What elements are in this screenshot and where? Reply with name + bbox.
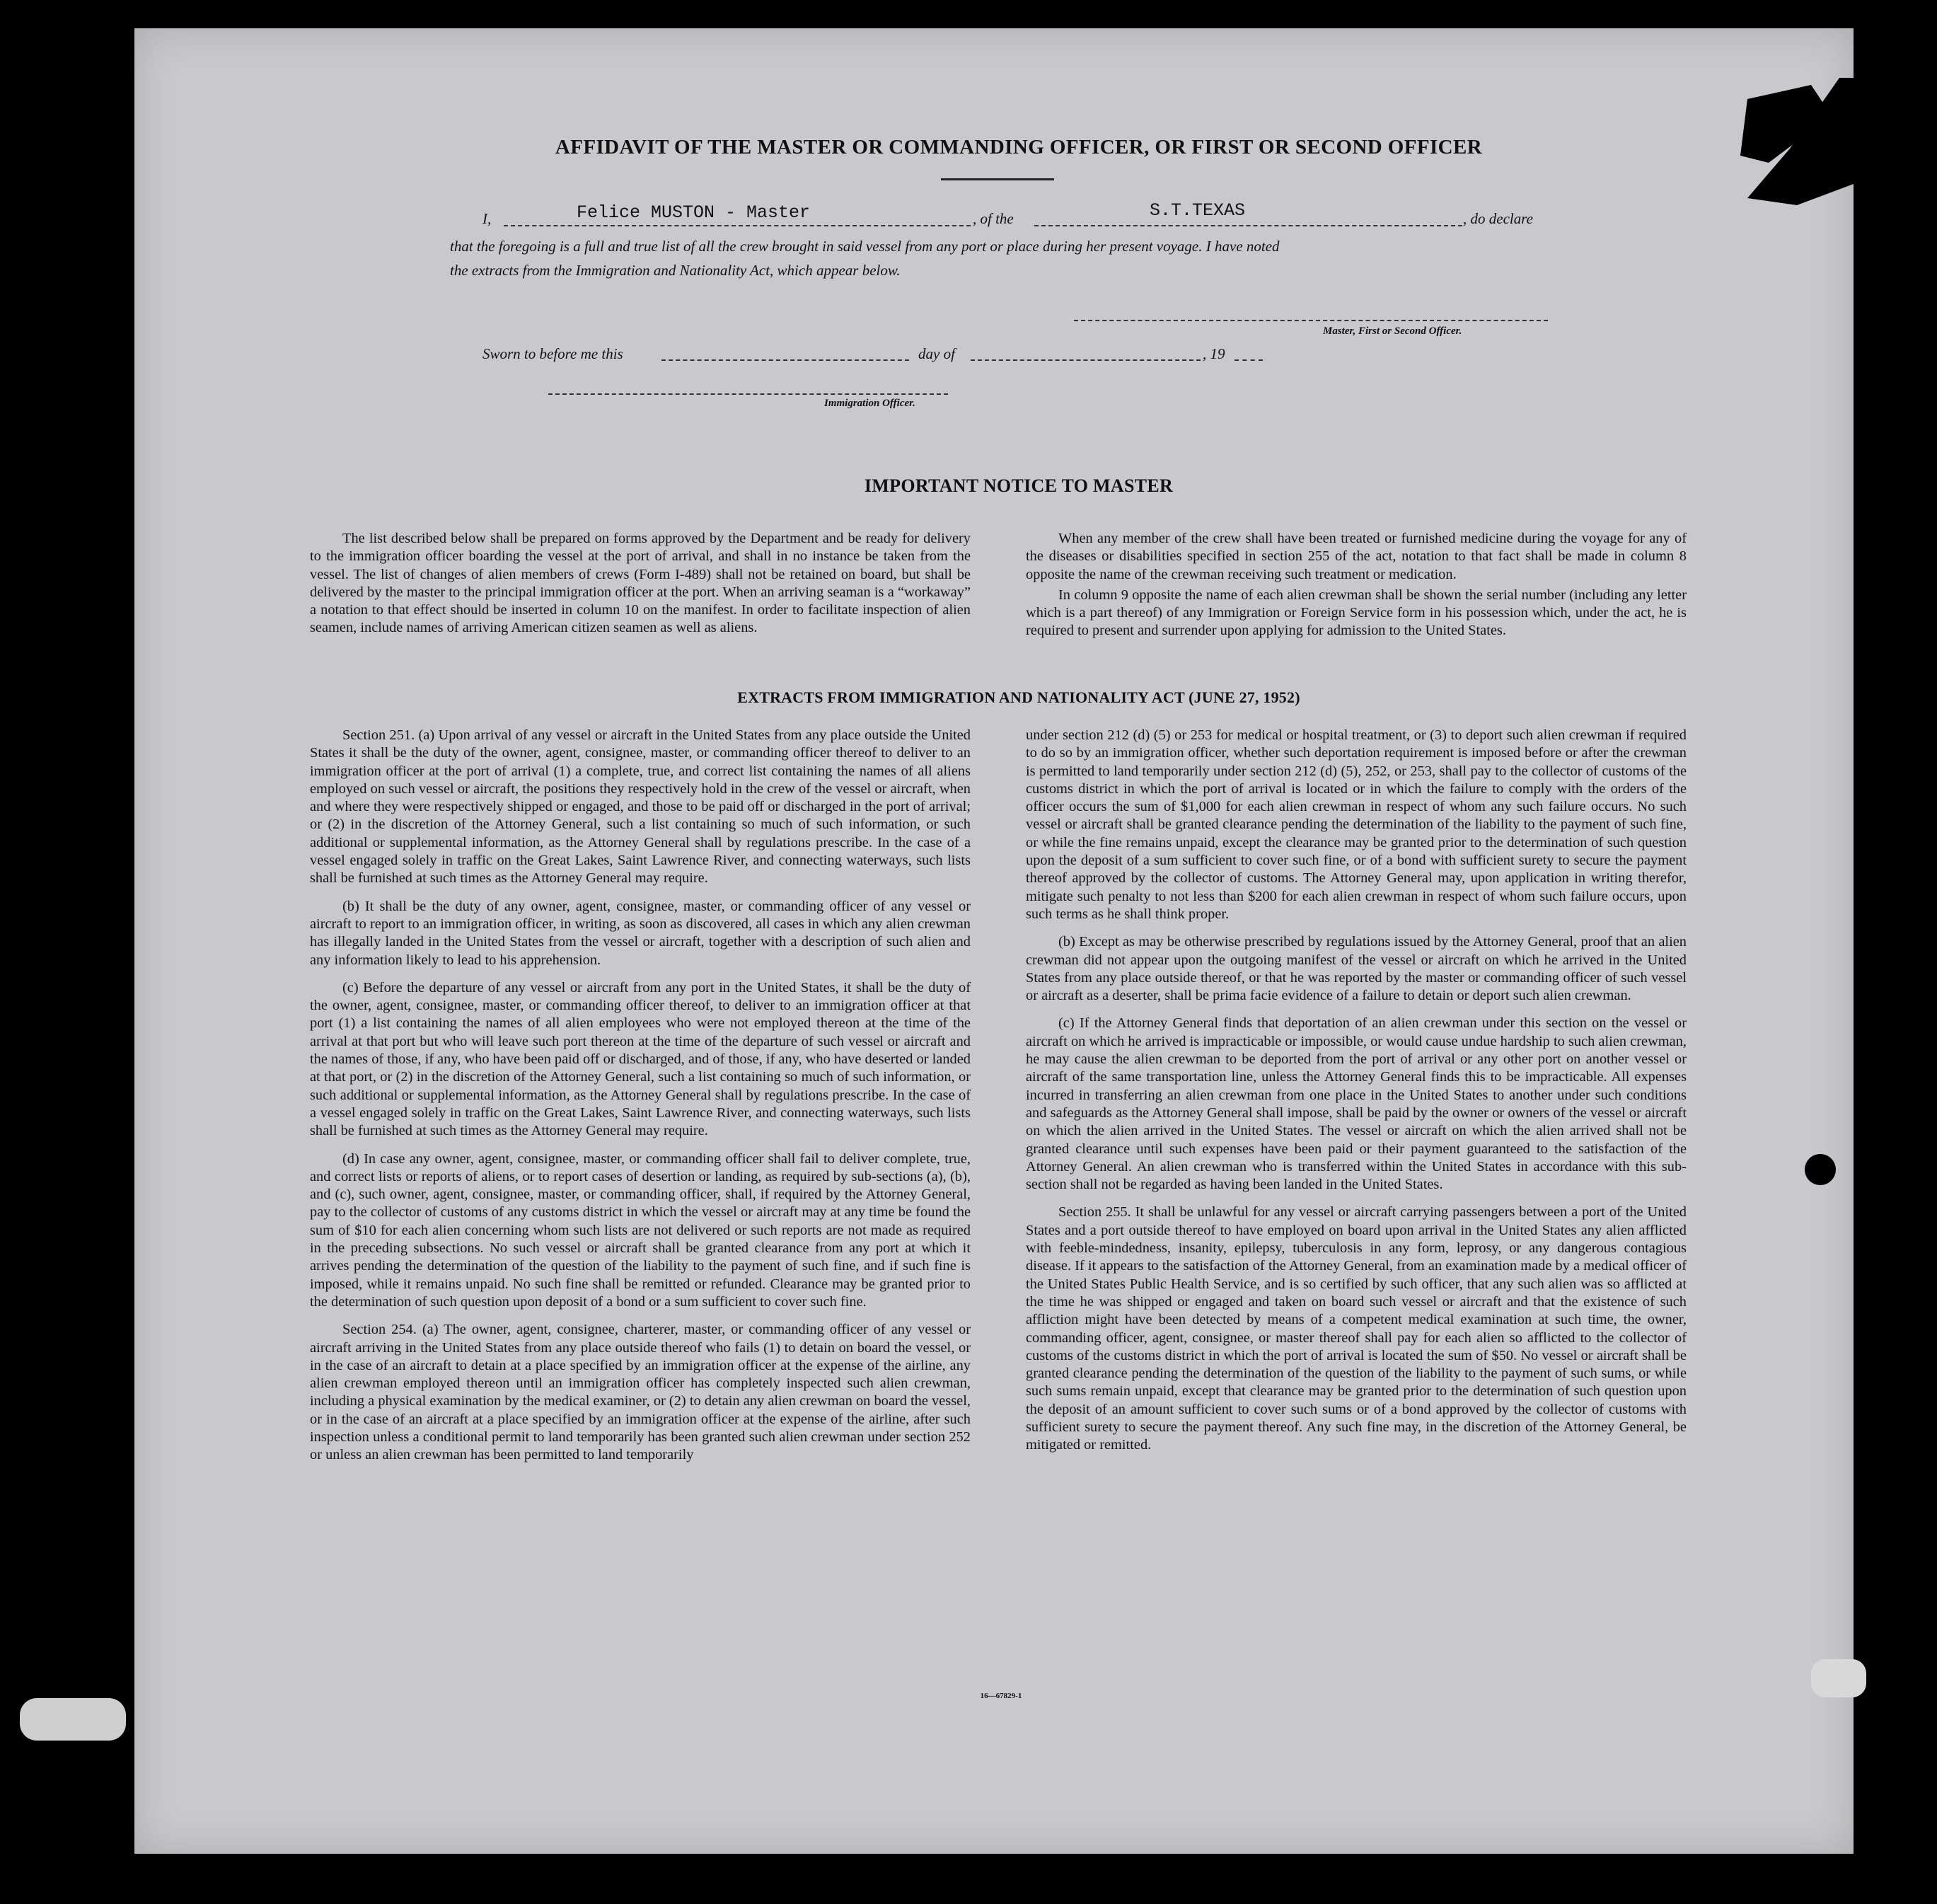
statute-paragraph: Section 251. (a) Upon arrival of any vessel or aircraft in the United States from any place outside the United States it shall be the duty of the owner, agent, consignee, master, or commanding officer thereof to deliver to an immigration officer at the port of arrival (1) a complete, true, and correct list containing the names of all aliens employed on such vessel or aircraft, the positions they respectively hold in the crew of the vessel or aircraft, when and where they were respectively shipped or engaged, and those to be paid off or discharged in the port of arrival; or (2) in the discretion of the Attorney General, such a list containing so much of such information, or such additional or supplemental information, as the Attorney General shall by regulations prescribe. In the case of a vessel engaged solely in traffic on the Great Lakes, Saint Lawrence River, and connecting waterways, such lists shall be furnished at such times as the Attorney General may require. [310,727,971,887]
notice-left-column [310,530,971,640]
day-of-label: day of [918,345,955,362]
form-number: 16—67829-1 [980,1692,1022,1700]
declarant-name: Felice MUSTON - Master [577,202,811,223]
notice-right-column [1026,530,1687,643]
statute-paragraph: (d) In case any owner, agent, consignee, master, or commanding officer shall fail to deliver complete, true, and correct lists or reports of aliens, or to report cases of desertion or landing, as required by sub-sections (a), (b), and (c), such owner, agent, consignee, master, or commanding officer, shall, if required by the Attorney General, pay to the collector of customs of any customs district in which the vessel or aircraft may at any time be found the sum of $10 for each alien concerning whom such lists are not delivered or such reports are not made as required in the preceding subsections. No such vessel or aircraft shall be granted clearance from any port at which it arrives pending the determination of the question of the liability to the payment of such fine, and if such fine is imposed, while it remains unpaid. No such fine shall be remitted or refunded. Clearance may be granted prior to the determination of such question upon deposit of a bond or a sum sufficient to cover such fine. [310,1150,971,1310]
statute-paragraph: Section 255. It shall be unlawful for any vessel or aircraft carrying passengers between a port of the United States and a port outside thereof to have employed on board upon arrival in the United States any alien afflicted with feeble-mindedness, insanity, epilepsy, tuberculosis in any form, leprosy, or any dangerous contagious disease. If it appears to the satisfaction of the Attorney General, from an examination made by a medical officer of the United States Public Health Service, and is so certified by such officer, that any such alien was so afflicted at the time he was shipped or engaged and taken on board such vessel or aircraft and that the existence of such affliction might have been detected by means of a competent medical examination at such time, the owner, commanding officer, agent, consignee, or master thereof shall pay for each alien so afflicted to the collector of customs of the customs district in which the port of arrival is located the sum of $50. No vessel or aircraft shall be granted clearance pending the determination of the question of the liability to the payment of such sums, or while such sums remain unpaid, except that clearance may be granted prior to the determination of such question upon the deposit of an amount sufficient to cover such sums or of a bond approved by the collector of customs with sufficient surety to secure the payment thereof. Any such fine may, in the discretion of the Attorney General, be mitigated or remitted. [1026,1204,1687,1453]
notice-paragraph: The list described below shall be prepared on forms approved by the Department and be ready for delivery to the immigration officer boarding the vessel at the port of arrival, and shall in no instance be taken from the vessel. The list of changes of alien members of crews (Form I-489) shall not be retained on board, but shall be delivered by the master to the principal immigration officer at the port. When an arriving seaman is a “workaway” a notation to that effect should be inserted in column 10 on the manifest. In order to facilitate inspection of alien seamen, include names of arriving American citizen seamen as well as aliens. [310,531,971,636]
officer-caption: Immigration Officer. [824,398,915,409]
do-declare-label: , do declare [1463,210,1533,227]
declarant-field[interactable] [504,225,971,226]
sworn-year-field[interactable] [1235,359,1263,361]
master-signature-line[interactable] [1074,320,1548,321]
statement-line-2: the extracts from the Immigration and Nationality Act, which appear below. [450,262,901,279]
sworn-label: Sworn to before me this [482,345,623,362]
statute-paragraph: (c) If the Attorney General finds that deportation of an alien crewman under this section on the vessel or aircraft on which he arrived is impracticable or impossible, or would cause undue hardship to such alien crewman, he may cause the alien crewman to be deported from the port of arrival or any other port on another vessel or aircraft of the same transportation line, unless the Attorney General finds this to be impracticable. All expenses incurred in transferring an alien crewman from one place in the United States to another under such conditions and safeguards as the Attorney General shall impose, shall be paid by the owner or owners of the vessel or aircraft on which the alien arrived in the United States. The vessel or aircraft on which the alien arrived shall not be granted clearance until such expenses have been paid or their payment guaranteed to the satisfaction of the Attorney General. An alien crewman who is transferred within the United States in accordance with this sub-section shall not be regarded as having been landed in the United States. [1026,1015,1687,1193]
notice-paragraph: In column 9 opposite the name of each alien crewman shall be shown the serial number (including any letter which is a part thereof) of any Immigration or Foreign Service form in his possession which, under the act, he is required to present and surrender upon applying for admission to the United States. [1026,587,1687,639]
notice-paragraph: When any member of the crew shall have been treated or furnished medicine during the voyage for any of the diseases or disabilities specified in section 255 of the act, notation to that fact shall be made in column 8 opposite the name of the crewman receiving such treatment or medication. [1026,531,1687,582]
notice-title: IMPORTANT NOTICE TO MASTER [864,475,1174,496]
extracts-title: EXTRACTS FROM IMMIGRATION AND NATIONALITY ACT (JUNE 27, 1952) [737,688,1300,706]
year-prefix: , 19 [1203,345,1225,362]
of-the-label: , of the [973,210,1014,227]
title-underline [941,178,1054,180]
extracts-left-column [310,727,971,1467]
statement-line-1: that the foregoing is a full and true list of all the crew brought in said vessel from any port or place during her present voyage. I have noted [450,238,1280,255]
vessel-name: S.T.TEXAS [1150,200,1246,221]
extracts-right-column [1026,727,1687,1458]
statute-paragraph: Section 254. (a) The owner, agent, consignee, charterer, master, or commanding officer of any vessel or aircraft arriving in the United States from any place outside thereof who fails (1) to detain on board the vessel, or in the case of an aircraft to detain at a place specified by an immigration officer at the expense of the airline, any alien crewman employed thereon until an immigration officer has completely inspected such alien crewman, including a physical examination by the medical examiner, or (2) to detain any alien crewman on board the vessel, or in the case of an aircraft at a place specified by an immigration officer at the expense of the airline, after such inspection unless a conditional permit to land temporarily has been granted such alien crewman under section 252 or unless an alien crewman has been permitted to land temporarily [310,1322,971,1463]
vessel-field[interactable] [1034,225,1462,226]
statute-paragraph: (b) It shall be the duty of any owner, agent, consignee, master, or commanding officer of any vessel or aircraft to report to an immigration officer, in writing, as soon as discovered, all cases in which any alien crewman has illegally landed in the United States from the vessel or aircraft, together with a description of such alien and any information likely to lead to his apprehension. [310,898,971,968]
statute-paragraph: (c) Before the departure of any vessel or aircraft from any port in the United States, it shall be the duty of the owner, agent, consignee, master, or commanding officer thereof, to deliver to an immigration officer at that port (1) a list containing the names of all alien employees who were not employed thereon at the time of the arrival at that port but who will leave such port thereon at the time of the departure of such vessel or aircraft and the names of those, if any, who have been paid off or discharged, and of those, if any, who have deserted or landed at that port, or (2) in the discretion of the Attorney General, such a list containing so much of such information, or such additional or supplemental information, as the Attorney General shall by regulations prescribe. In the case of a vessel engaged solely in traffic on the Great Lakes, Saint Lawrence River, and connecting waterways, such lists shall be furnished at such times as the Attorney General may require. [310,979,971,1139]
signature-caption: Master, First or Second Officer. [1323,325,1462,337]
immigration-officer-line[interactable] [548,393,948,395]
sworn-month-field[interactable] [971,359,1201,361]
statute-paragraph: (b) Except as may be otherwise prescribed by regulations issued by the Attorney General, proof that an alien crewman did not appear upon the outgoing manifest of the vessel or aircraft on which he arrived in the United States from any place outside thereof, or that he was reported by the master or commanding officer of such vessel or aircraft as a deserter, shall be prima facie evidence of a failure to detain or deport such alien crewman. [1026,934,1687,1004]
statute-paragraph: under section 212 (d) (5) or 253 for medical or hospital treatment, or (3) to deport such alien crewman if required to do so by an immigration officer, whether such deportation requirement is imposed before or after the crewman is permitted to land temporarily under section 212 (d) (5), 252, or 253, shall pay to the collector of customs of the customs district in which the port of arrival is located or in which the failure to comply with the orders of the officer occurs the sum of $1,000 for each alien crewman in respect of whom any such failure occurs. No such vessel or aircraft shall be granted clearance pending the determination of the liability to the payment of such fine, or while the fine remains unpaid, except the clearance may be granted prior to the determination of such question upon the deposit of a sum sufficient to cover such fine, or of a bond with sufficient surety to secure the payment thereof approved by the collector of customs. The Attorney General may, upon application in writing therefor, mitigate such penalty to not less than $200 for each alien crewman in respect of whom such failure occurs, upon such terms as he shall think proper. [1026,727,1687,922]
sworn-day-field[interactable] [661,359,909,361]
prefix-i: I, [482,210,492,227]
affidavit-title: AFFIDAVIT OF THE MASTER OR COMMANDING OFFICER, OR FIRST OR SECOND OFFICER [555,136,1483,158]
